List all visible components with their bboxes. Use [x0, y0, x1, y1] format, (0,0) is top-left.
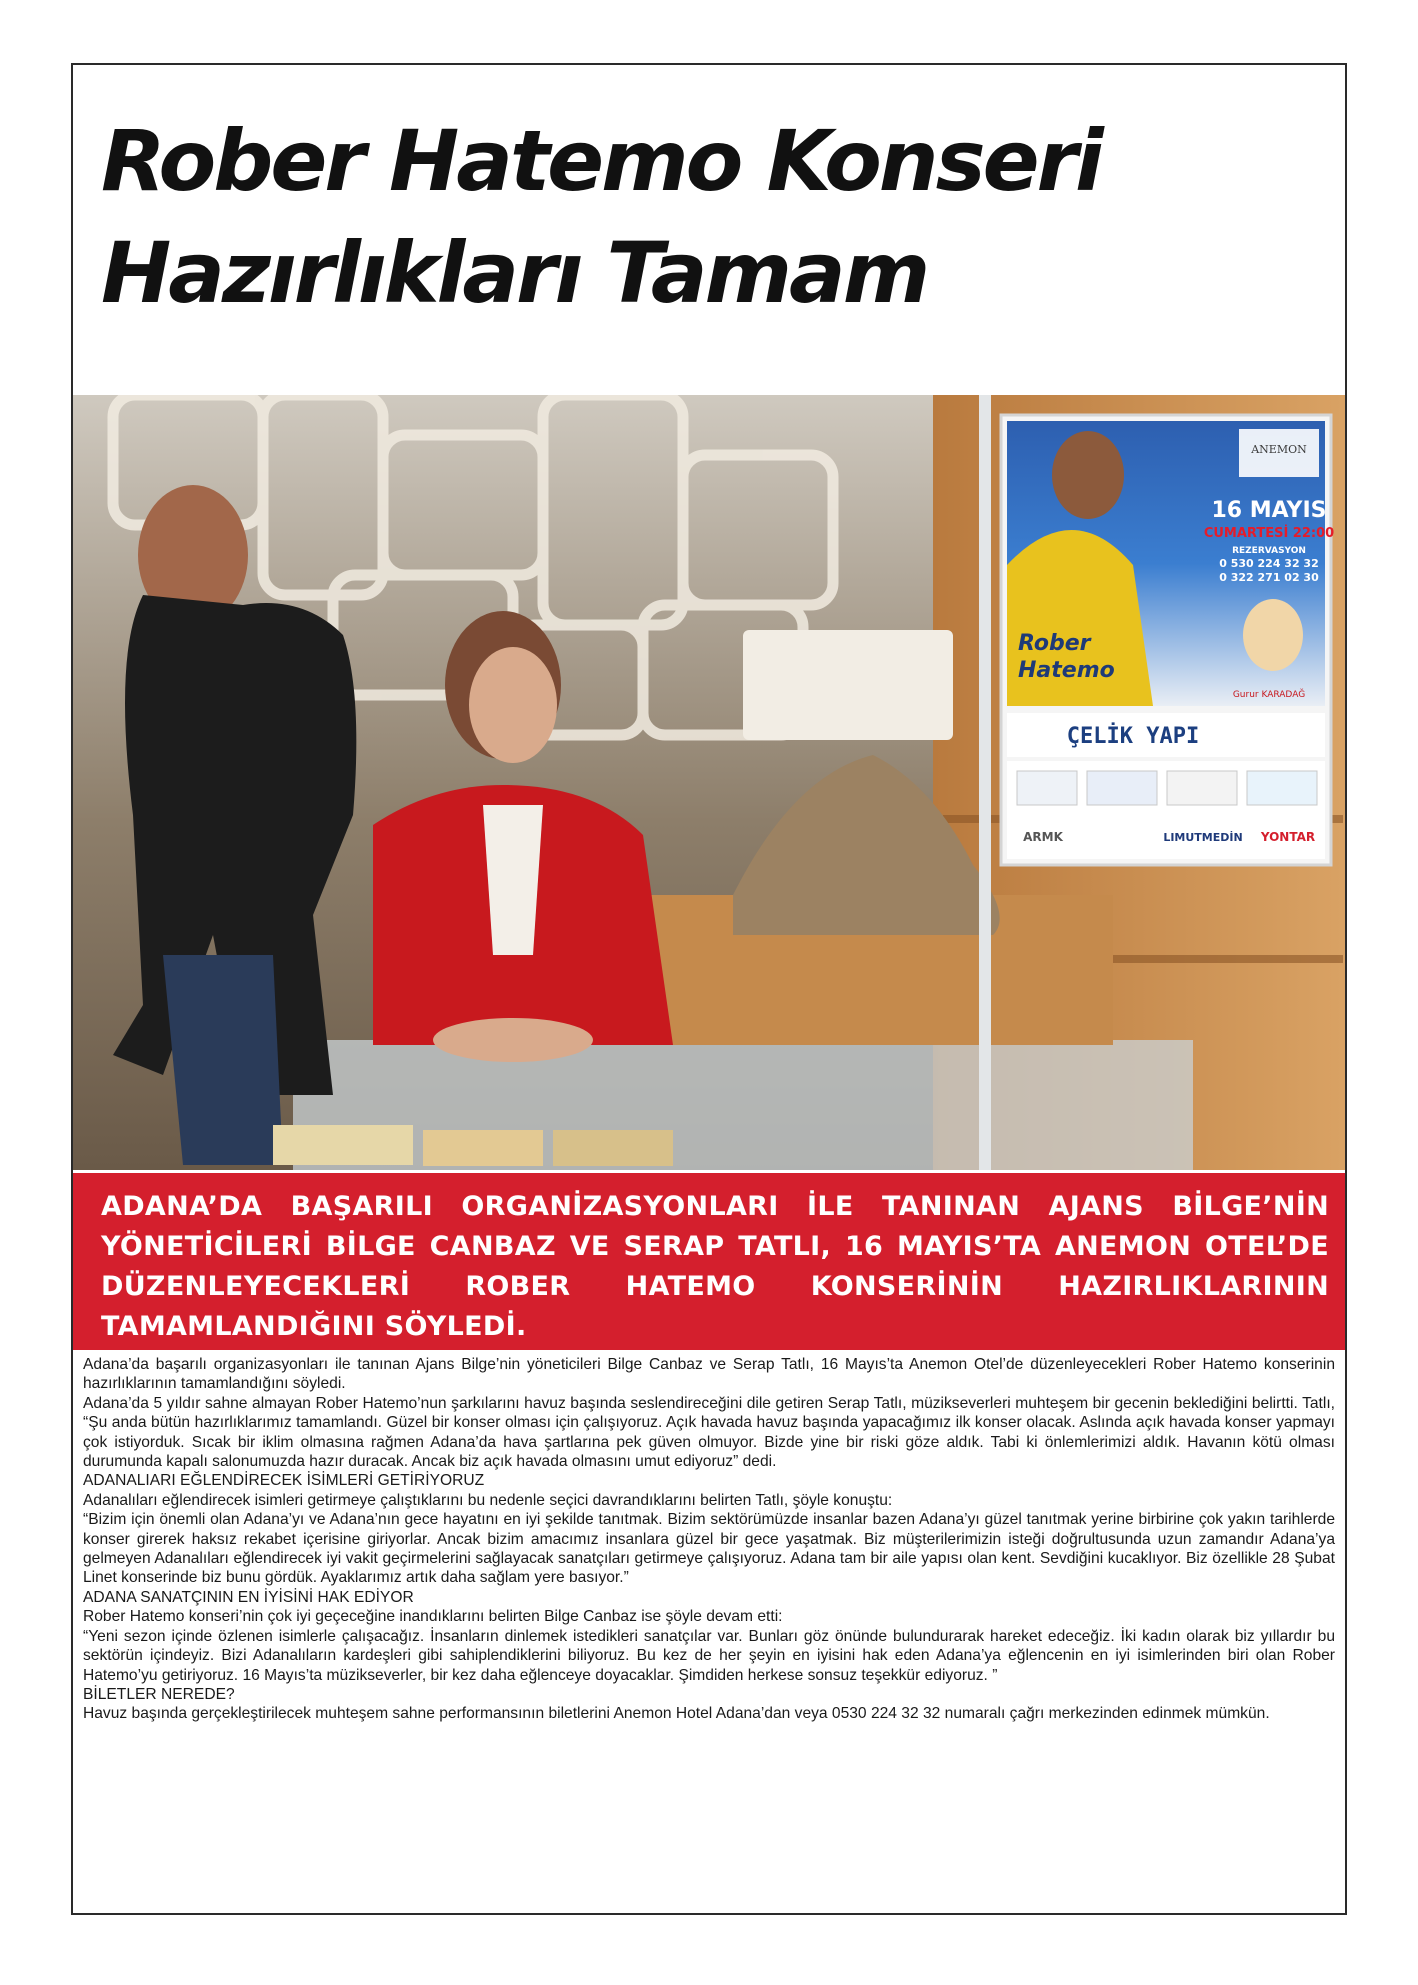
body-paragraph: Havuz başında gerçekleştirilecek muhteşem sahne performansının biletlerini Anemon Hotel Adana’dan veya 0530 224 32 32 numaralı çağrı merkezinden edinmek mümkün.	[83, 1705, 1270, 1723]
poster-brand: ANEMON	[1251, 443, 1307, 456]
subheading: ADANALIARI EĞLENDİRECEK İSİMLERİ GETİRİYORUZ	[83, 1472, 485, 1490]
poster-guest: Gurur KARADAĞ	[1232, 690, 1306, 700]
poster-phone-2: 0 322 271 02 30	[1219, 571, 1319, 584]
lead-paragraph: ADANA’DA BAŞARILI ORGANİZASYONLARI İLE TANINAN AJANS BİLGE’NİN YÖNETİCİLERİ BİLGE CANBAZ VE SERAP TATLI, 16 MAYIS’TA ANEMON OTEL’DE DÜZENLEYECEKLERİ ROBER HATEMO KONSERİNİN HAZIRLIKLARININ TAMAMLANDIĞINI SÖYLEDİ.	[73, 1173, 1345, 1350]
article-body	[83, 1355, 1335, 1724]
poster-sponsor-logo-2: LIMUTMEDİN	[1163, 831, 1243, 844]
page-frame	[71, 63, 1347, 1915]
body-paragraph: “Yeni sezon içinde özlenen isimlerle çalışacağız. İnsanların dinlemek istedikleri sanatçılar var. Bunları göz önünde bulundurarak hareket edeceğiz. İki kadın olarak biz yıllardır bu sektörün içindeyiz. Bizi Adanalıların kardeşleri gibi sahiplendiklerini biliyoruz. Bu kez de her şeyin en iyisini hak eden Adana’ya eğlencenin en iyi isimlerinden biri olan Rober Hatemo’yu getiriyoruz. 16 Mayıs’ta müzikseverler, bir kez daha eğlenceye doyacaklar. Şimdiden herkese sonsuz teşekkür ediyoruz. ”	[83, 1627, 1335, 1684]
poster-sponsor-main: ÇELİK YAPI	[1066, 724, 1200, 749]
subheading: BİLETLER NEREDE?	[83, 1685, 235, 1703]
poster-artist-line-1: Rober	[1018, 631, 1091, 656]
headline-line-2: Hazırlıkları Tamam	[101, 224, 928, 322]
poster-sponsor-logo-1: ARMK	[1023, 830, 1063, 844]
poster-sponsor-logo-3: YONTAR	[1260, 830, 1316, 844]
headline	[101, 105, 1331, 329]
poster-time: CUMARTESİ 22:00	[1203, 526, 1335, 541]
poster-artist-line-2: Hatemo	[1018, 658, 1115, 683]
body-paragraph: Adana’da 5 yıldır sahne almayan Rober Hatemo’nun şarkılarını havuz başında seslendireceğini dile getiren Serap Tatlı, müzikseverleri muhteşem bir gecenin beklediğini belirtti. Tatlı, “Şu anda bütün hazırlıklarımız tamamlandı. Güzel bir konser olması için çalışıyoruz. Açık havada havuz başında yapacağımız ilk konser olacak. Aslında açık havada konser yapmayı çok istiyorduk. Sıcak bir iklim olmasına rağmen Adana’da hava şartlarına pek güven olmuyor. Bizde yine bir riski göze aldık. Tabi ki önlemlerimizi aldık. Havanın kötü olması durumunda kapalı salonumuzda hazır duracak. Ancak biz açık havada olmasını umut ediyoruz” dedi.	[83, 1394, 1335, 1471]
poster-date: 16 MAYIS	[1211, 498, 1327, 523]
poster-phone-1: 0 530 224 32 32	[1219, 557, 1319, 570]
body-paragraph: “Bizim için önemli olan Adana’yı ve Adana’nın gece hayatını en iyi şekilde tanıtmak. Bizim sektörümüzde insanlar bazen Adana’yı güzel tanıtmak yerine birbirine çok yakın tarihlerde konser girerek haksız rekabet içerisine giriyorlar. Ancak bizim amacımız insanlara güzel bir gece yaşatmak. Biz müşterilerimizin isteği doğrultusunda uzun zamandır Adana’ya gelmeyen Adanalıları eğlendirecek iyi vakit geçirmelerini sağlayacak sanatçıları getirmeye çalışıyoruz. Adana tam bir aile yapısı olan kent. Sevdiğini kucaklıyor. Biz özellikle 28 Şubat Linet konserinde biz bunu gördük. Ayaklarımız artık daha sağlam yere basıyor.”	[83, 1511, 1335, 1587]
body-paragraph: Adana’da başarılı organizasyonları ile tanınan Ajans Bilge’nin yöneticileri Bilge Canbaz ve Serap Tatlı, 16 Mayıs’ta Anemon Otel’de düzenleyecekleri Rober Hatemo konserinin hazırlıklarının tamamlandığını söyledi.	[83, 1356, 1335, 1393]
article-photo	[73, 395, 1345, 1170]
body-paragraph: Rober Hatemo konseri’nin çok iyi geçeceğine inandıklarını belirten Bilge Canbaz ise şöyle devam etti:	[83, 1608, 783, 1626]
headline-line-1: Rober Hatemo Konseri	[101, 112, 1101, 210]
poster-info-label: REZERVASYON	[1232, 546, 1306, 556]
subheading: ADANA SANATÇININ EN İYİSİNİ HAK EDİYOR	[83, 1588, 414, 1606]
body-paragraph: Adanalıları eğlendirecek isimleri getirmeye çalıştıklarını bu nedenle seçici davrandıklarını belirten Tatlı, şöyle konuştu:	[83, 1491, 893, 1509]
